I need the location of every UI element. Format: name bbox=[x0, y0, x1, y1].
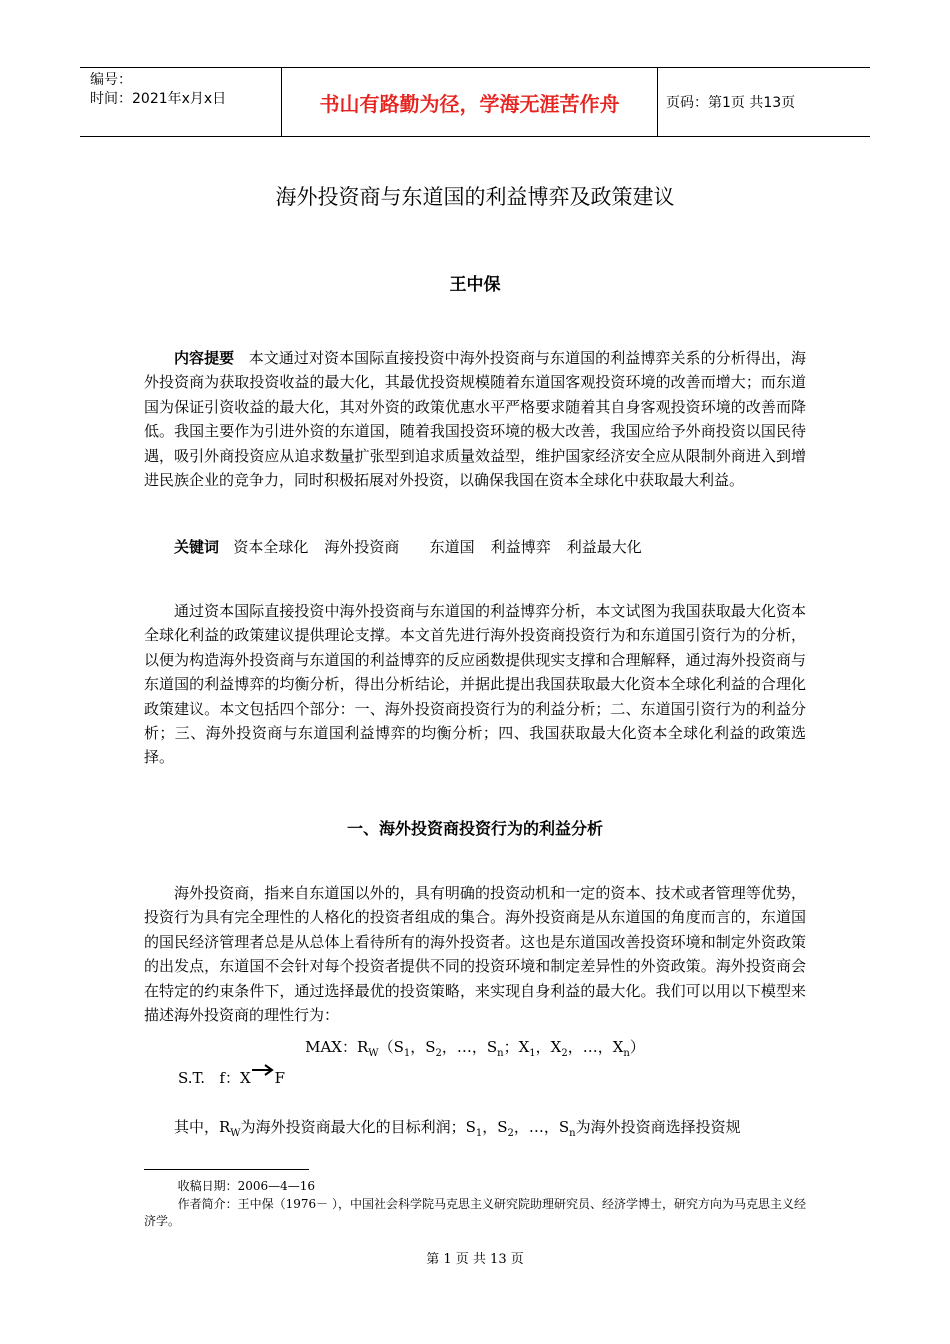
intro-paragraph: 通过资本国际直接投资中海外投资商与东道国的利益博弈分析，本文试图为我国获取最大化资本全球化利益的政策建议提供理论支撑。本文首先进行海外投资商投资行为和东道国引资行为的分析，以便为构造海外投资商与东道国的利益博弈的反应函数提供现实支撑和合理解释，通过海外投资商与东道国的利益博弈的均衡分析，得出分析结论，并据此提出我国获取最大化资本全球化利益的合理化政策建议。本文包括四个部分：一、海外投资商投资行为的利益分析；二、东道国引资行为的利益分析；三、海外投资商与东道国利益博弈的均衡分析；四、我国获取最大化资本全球化利益的政策选择。 bbox=[144, 602, 806, 767]
document-title: 海外投资商与东道国的利益博弈及政策建议 bbox=[275, 185, 675, 209]
page-footer: 第 1 页 共 13 页 bbox=[426, 1252, 524, 1267]
footnote-bio: 作者简介：王中保（1976－ ），中国社会科学院马克思主义研究院助理研究员、经济学博士，研究方向为马克思主义经济学。 bbox=[144, 1197, 806, 1228]
abstract-label: 内容提要 bbox=[174, 349, 235, 367]
footnote-divider bbox=[144, 1169, 309, 1170]
header-number: 编号： bbox=[90, 72, 132, 88]
keyword: 海外投资商 bbox=[324, 538, 400, 556]
header-time: 时间：2021年x月x日 bbox=[90, 91, 227, 107]
section-heading: 一、海外投资商投资行为的利益分析 bbox=[346, 819, 603, 838]
max-formula: MAX：$R_W(S_1$，$S_2$，…，$S_n$；$X_1$，$X_2$，…，$X_n$） bbox=[305, 1038, 645, 1059]
document-header bbox=[80, 67, 870, 137]
footnote-received: 收稿日期：2006—4—16 bbox=[177, 1179, 316, 1193]
section-paragraph: 海外投资商，指来自东道国以外的，具有明确的投资动机和一定的资本、技术或者管理等优势，投资行为具有完全理性的人格化的投资者组成的集合。海外投资商是从东道国的角度而言的，东道国的国民经济管理者总是从总体上看待所有的海外投资者。这也是东道国改善投资环境和制定外资政策的出发点，东道国不会针对每个投资者提供不同的投资环境和制定差异性的外资政策。海外投资商会在特定的约束条件下，通过选择最优的投资策略，来实现自身利益的最大化。我们可以用以下模型来描述海外投资商的理性行为： bbox=[144, 884, 806, 1025]
keywords bbox=[144, 535, 806, 559]
keywords-label: 关键词 bbox=[174, 538, 220, 556]
author: 王中保 bbox=[449, 275, 501, 295]
keyword: 资本全球化 bbox=[233, 538, 309, 556]
header-page-info: 页码：第1页 共13页 bbox=[666, 95, 796, 111]
keyword: 东道国 bbox=[429, 538, 475, 556]
abstract-text: 本文通过对资本国际直接投资中海外投资商与东道国的利益博弈关系的分析得出，海外投资商为获取投资收益的最大化，其最优投资规模随着东道国客观投资环境的改善而增大；而东道国为保证引资收益的最大化，其对外资的政策优惠水平严格要求随着其自身客观投资环境的改善而降低。我国主要作为引进外资的东道国，随着我国投资环境的极大改善，我国应给予外商投资以国民待遇，吸引外商投资应从追求数量扩张型到追求质量效益型，维护国家经济安全应从限制外商进入到增进民族企业的竞争力，同时积极拓展对外投资，以确保我国在资本全球化中获取最大利益。 bbox=[144, 349, 806, 490]
header-motto: 书山有路勤为径，学海无涯苦作舟 bbox=[282, 68, 658, 136]
constraint-formula: S.T. f：X F bbox=[178, 1067, 285, 1088]
keyword: 利益博弈 bbox=[490, 538, 551, 556]
header-meta bbox=[80, 68, 282, 136]
arrow-right-icon bbox=[251, 1064, 275, 1076]
abstract bbox=[144, 346, 806, 492]
keyword: 利益最大化 bbox=[566, 538, 642, 556]
continuation-paragraph: 其中，$R_W$为海外投资商最大化的目标利润；$S_1$，$S_2$，…，$S_n$为海外投资商选择投资规 bbox=[174, 1118, 741, 1139]
